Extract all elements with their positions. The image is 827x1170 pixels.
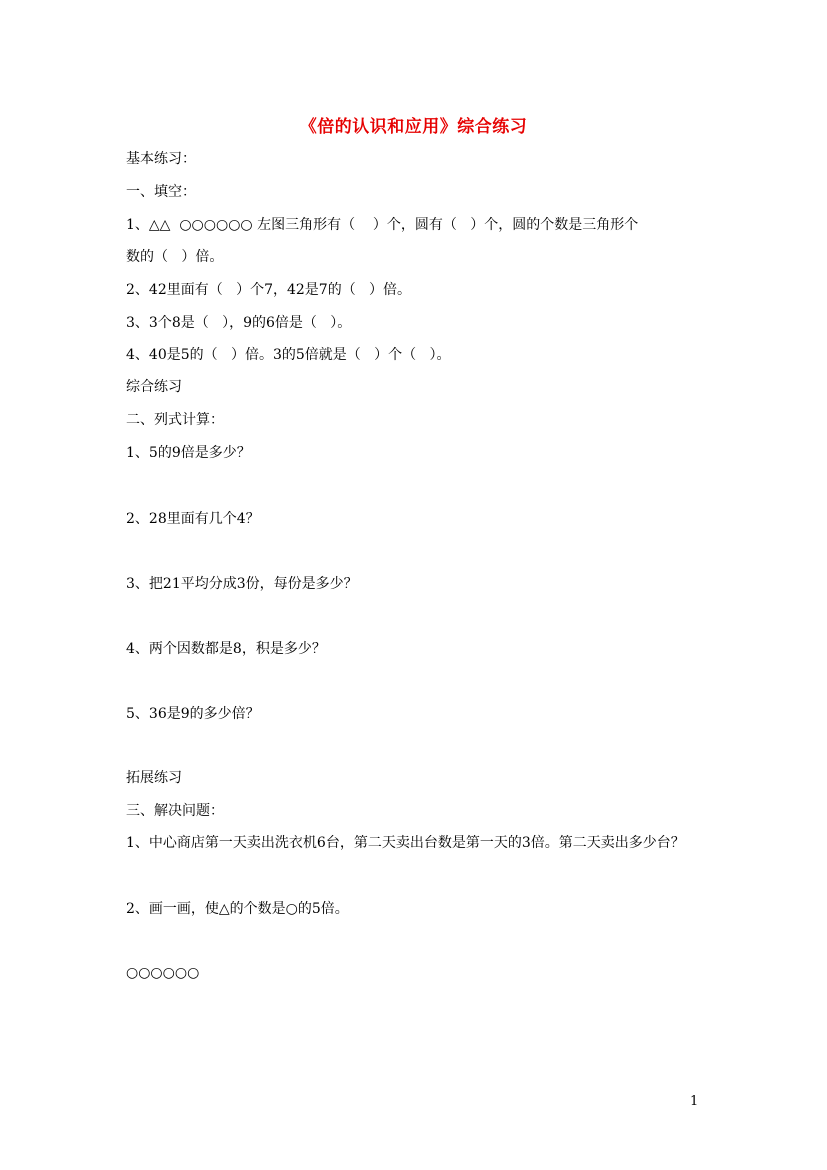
part-title-calculation: 二、列式计算： — [126, 412, 224, 428]
problem-question-2: 2、画一画，使△的个数是○的5倍。 — [126, 901, 349, 917]
part-title-problem-solving: 三、解决问题： — [126, 803, 224, 819]
calc-question-2: 2、28里面有几个4？ — [126, 511, 260, 527]
section-heading-comprehensive: 综合练习 — [126, 379, 182, 395]
circles-row: ○○○○○○ — [126, 965, 200, 981]
page-number: 1 — [690, 1094, 699, 1109]
calc-question-4: 4、两个因数都是8，积是多少？ — [126, 641, 326, 657]
section-heading-extension: 拓展练习 — [126, 770, 182, 786]
question-3: 3、3个8是（ ），9的6倍是（ ）。 — [126, 315, 352, 331]
calc-question-1: 1、5的9倍是多少？ — [126, 445, 251, 461]
question-4: 4、40是5的（ ）倍。3的5倍就是（ ）个（ ）。 — [126, 347, 451, 363]
part-title-fill-blank: 一、填空： — [126, 184, 196, 200]
question-1-line-2: 数的（ ）倍。 — [126, 249, 224, 265]
question-2: 2、42里面有（ ）个7，42是7的（ ）倍。 — [126, 282, 412, 298]
calc-question-5: 5、36是9的多少倍？ — [126, 706, 260, 722]
section-heading-basic: 基本练习： — [126, 151, 196, 167]
question-1-line-1: 1、△△ ○○○○○○ 左图三角形有（ ）个，圆有（ ）个，圆的个数是三角形个 — [126, 217, 639, 233]
problem-question-1: 1、中心商店第一天卖出洗衣机6台，第二天卖出台数是第一天的3倍。第二天卖出多少台？ — [126, 835, 685, 851]
page-title: 《倍的认识和应用》综合练习 — [299, 117, 528, 137]
calc-question-3: 3、把21平均分成3份，每份是多少？ — [126, 576, 358, 592]
